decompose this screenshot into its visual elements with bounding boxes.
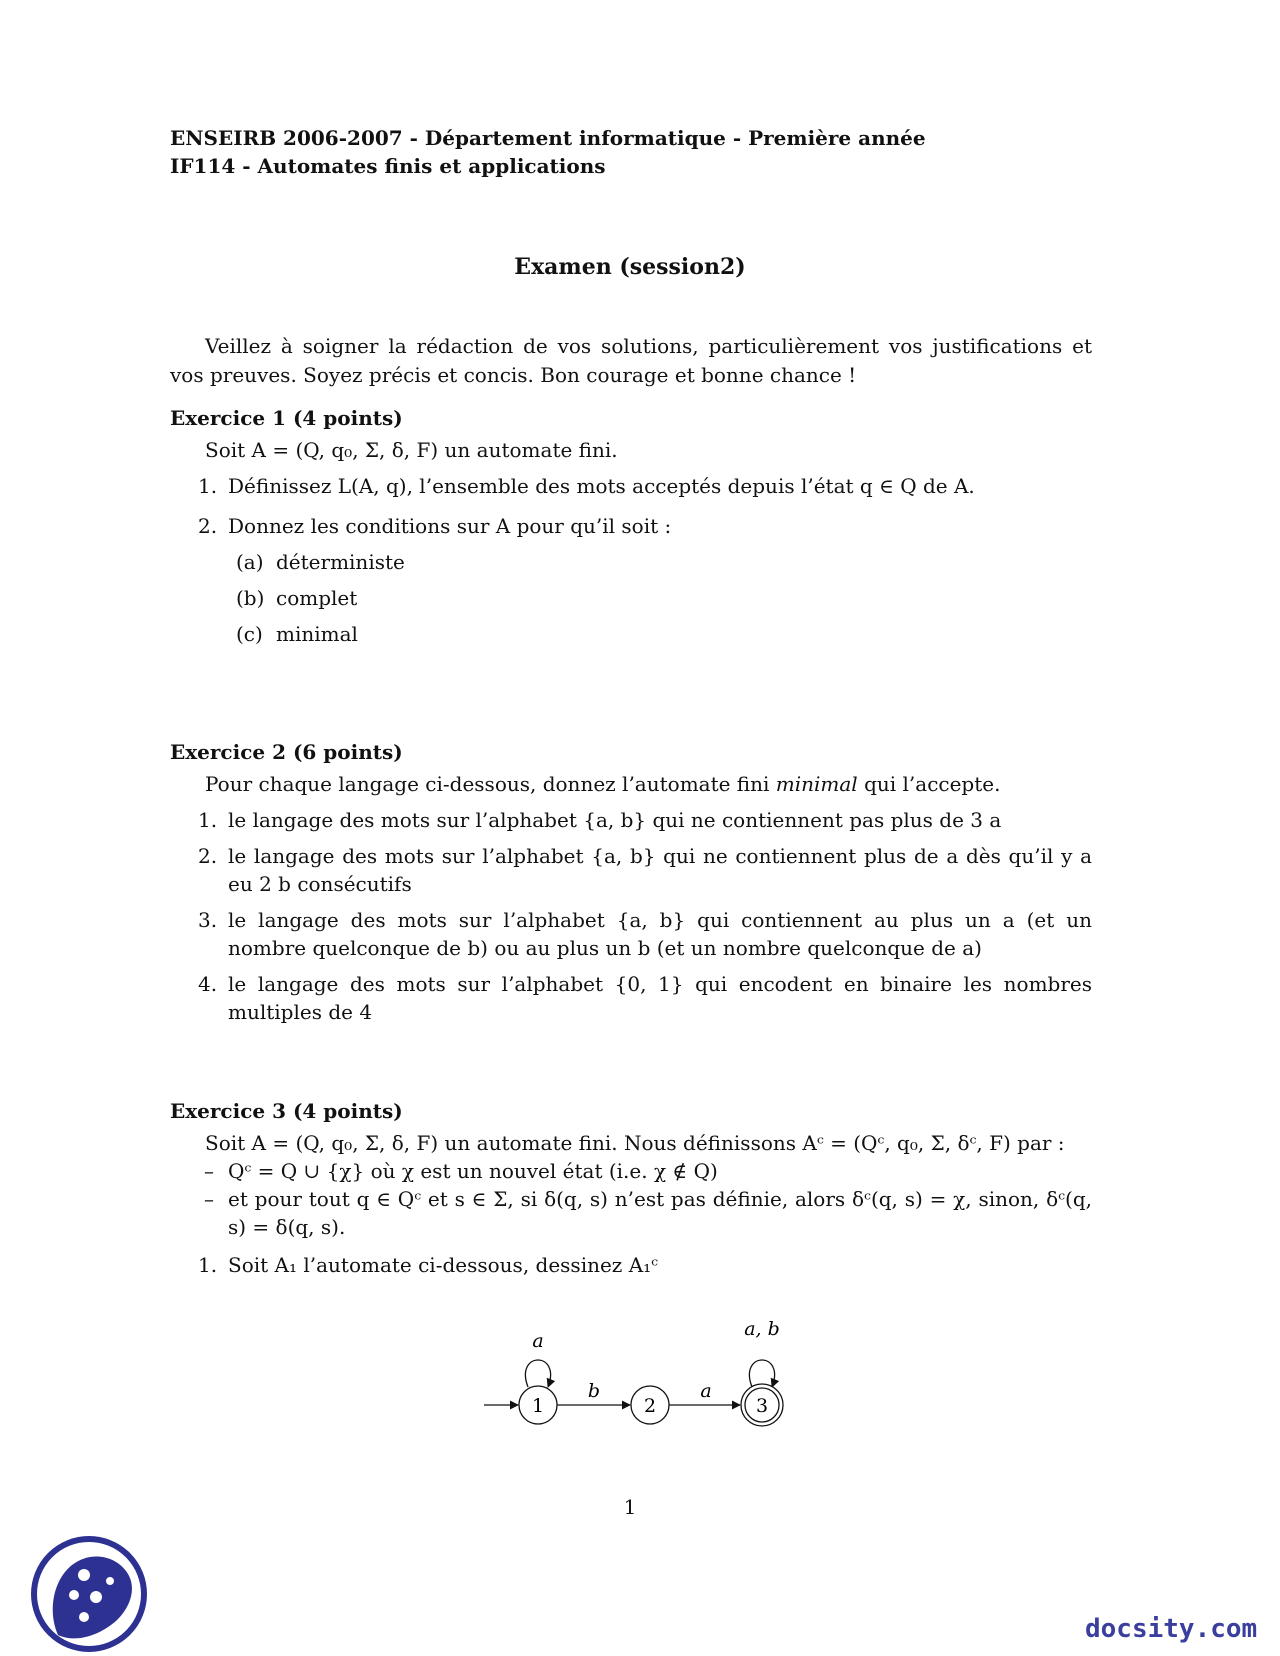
exam-title: Examen (session2) [514, 254, 746, 280]
item-label: (b) [236, 586, 265, 610]
edge-1-2-label: b [587, 1380, 601, 1402]
state-1-label: 1 [531, 1395, 545, 1417]
list-item [170, 584, 1092, 612]
exercise-3-lead: Soit A = (Q, q₀, Σ, δ, F) un automate fini. Nous définissons Aᶜ = (Qᶜ, q₀, Σ, δᶜ, F) par : [205, 1131, 1065, 1155]
loop-state-3 [749, 1360, 774, 1387]
item-text: le langage des mots sur l’alphabet {a, b} qui contiennent au plus un a (et un nombre quelconque de b) ou au plus un b (et un nombre quelconque de a) [228, 908, 1092, 960]
exercise-3-definitions [170, 1157, 1092, 1241]
intro-text: Veillez à soigner la rédaction de vos solutions, particulièrement vos justifications et vos preuves. Soyez précis et concis. Bon courage et bonne chance ! [170, 334, 1092, 387]
docsity-logo-icon [30, 1535, 148, 1653]
exercise-2-lead [205, 770, 1092, 798]
item-text: et pour tout q ∈ Qᶜ et s ∈ Σ, si δ(q, s) n’est pas définie, alors δᶜ(q, s) = χ, sinon, δᶜ(q, s) = δ(q, s). [228, 1187, 1092, 1239]
list-item: – et pour tout q ∈ Qᶜ et s ∈ Σ, si δ(q, s) n’est pas définie, alors δᶜ(q, s) = χ, sinon, δᶜ(q, s) = δ(q, s). [204, 1187, 1092, 1239]
exercise-1 [170, 404, 1092, 648]
list-item: 1. le langage des mots sur l’alphabet {a, b} qui ne contiennent pas plus de 3 a [198, 808, 1002, 832]
list-item: – Qᶜ = Q ∪ {χ} où χ est un nouvel état (i.e. χ ∉ Q) [204, 1159, 718, 1183]
state-3-label: 3 [755, 1395, 769, 1417]
item-text: minimal [276, 622, 358, 646]
loop-state-1 [525, 1360, 550, 1387]
list-item: 4. le langage des mots sur l’alphabet {0, 1} qui encodent en binaire les nombres multiples de 4 [198, 972, 1092, 1024]
list-item: 3. le langage des mots sur l’alphabet {a, b} qui contiennent au plus un a (et un nombre quelconque de b) ou au plus un b (et un nombre quelconque de a) [198, 908, 1092, 960]
intro [170, 332, 1092, 390]
list-item: 2. le langage des mots sur l’alphabet {a, b} qui ne contiennent plus de a dès qu’il y a eu 2 b consécutifs [198, 844, 1092, 896]
list-item [170, 620, 1092, 648]
item-text: déterministe [276, 550, 405, 574]
item-label: (a) [236, 550, 264, 574]
item-text: Donnez les conditions sur A pour qu’il soit : [228, 514, 672, 538]
exercise-2-list [170, 806, 1092, 1026]
lead-emphasis: minimal [775, 772, 858, 796]
lead-text: qui l’accepte. [857, 772, 1001, 796]
exercise-3 [170, 1097, 1092, 1279]
state-2-label: 2 [643, 1395, 657, 1417]
item-text: Qᶜ = Q ∪ {χ} où χ est un nouvel état (i.e. χ ∉ Q) [228, 1159, 718, 1183]
list-item: 1. Soit A₁ l’automate ci-dessous, dessinez A₁ᶜ [198, 1253, 659, 1277]
exercise-1-lead: Soit A = (Q, q₀, Σ, δ, F) un automate fini. [205, 438, 618, 462]
list-item [170, 548, 1092, 576]
loop-3-label: a, b [744, 1318, 780, 1340]
item-text: le langage des mots sur l’alphabet {a, b} qui ne contiennent pas plus de 3 a [228, 808, 1002, 832]
item-text: le langage des mots sur l’alphabet {0, 1} qui encodent en binaire les nombres multiples de 4 [228, 972, 1092, 1024]
header [170, 124, 926, 180]
exercise-1-sublist [170, 548, 1092, 648]
list-item: 2. Donnez les conditions sur A pour qu’il soit : (a) déterministe (b) complet (c) minimal [170, 512, 1092, 648]
item-text: Définissez L(A, q), l’ensemble des mots acceptés depuis l’état q ∈ Q de A. [228, 474, 975, 498]
item-label: (c) [236, 622, 263, 646]
item-text: Soit A₁ l’automate ci-dessous, dessinez A₁ᶜ [228, 1253, 659, 1277]
exercise-2 [170, 738, 1092, 1026]
docsity-watermark: docsity.com [1085, 1614, 1258, 1644]
page-number: 1 [623, 1495, 637, 1519]
exercise-3-list [170, 1251, 1092, 1279]
header-line-1: ENSEIRB 2006-2007 - Département informatique - Première année [170, 126, 926, 150]
exercise-3-heading: Exercice 3 (4 points) [170, 1099, 403, 1123]
item-text: le langage des mots sur l’alphabet {a, b} qui ne contiennent plus de a dès qu’il y a eu 2 b consécutifs [228, 844, 1092, 896]
automaton-a1 [470, 1305, 810, 1430]
lead-text: Pour chaque langage ci-dessous, donnez l’automate fini [205, 772, 776, 796]
header-line-2: IF114 - Automates finis et applications [170, 154, 606, 178]
loop-1-label: a [532, 1330, 544, 1352]
exercise-1-list [170, 472, 1092, 648]
list-item: 1. Définissez L(A, q), l’ensemble des mots acceptés depuis l’état q ∈ Q de A. [198, 474, 975, 498]
exercise-2-heading: Exercice 2 (6 points) [170, 740, 403, 764]
item-text: complet [276, 586, 358, 610]
edge-2-3-label: a [700, 1380, 712, 1402]
exercise-1-heading: Exercice 1 (4 points) [170, 406, 403, 430]
